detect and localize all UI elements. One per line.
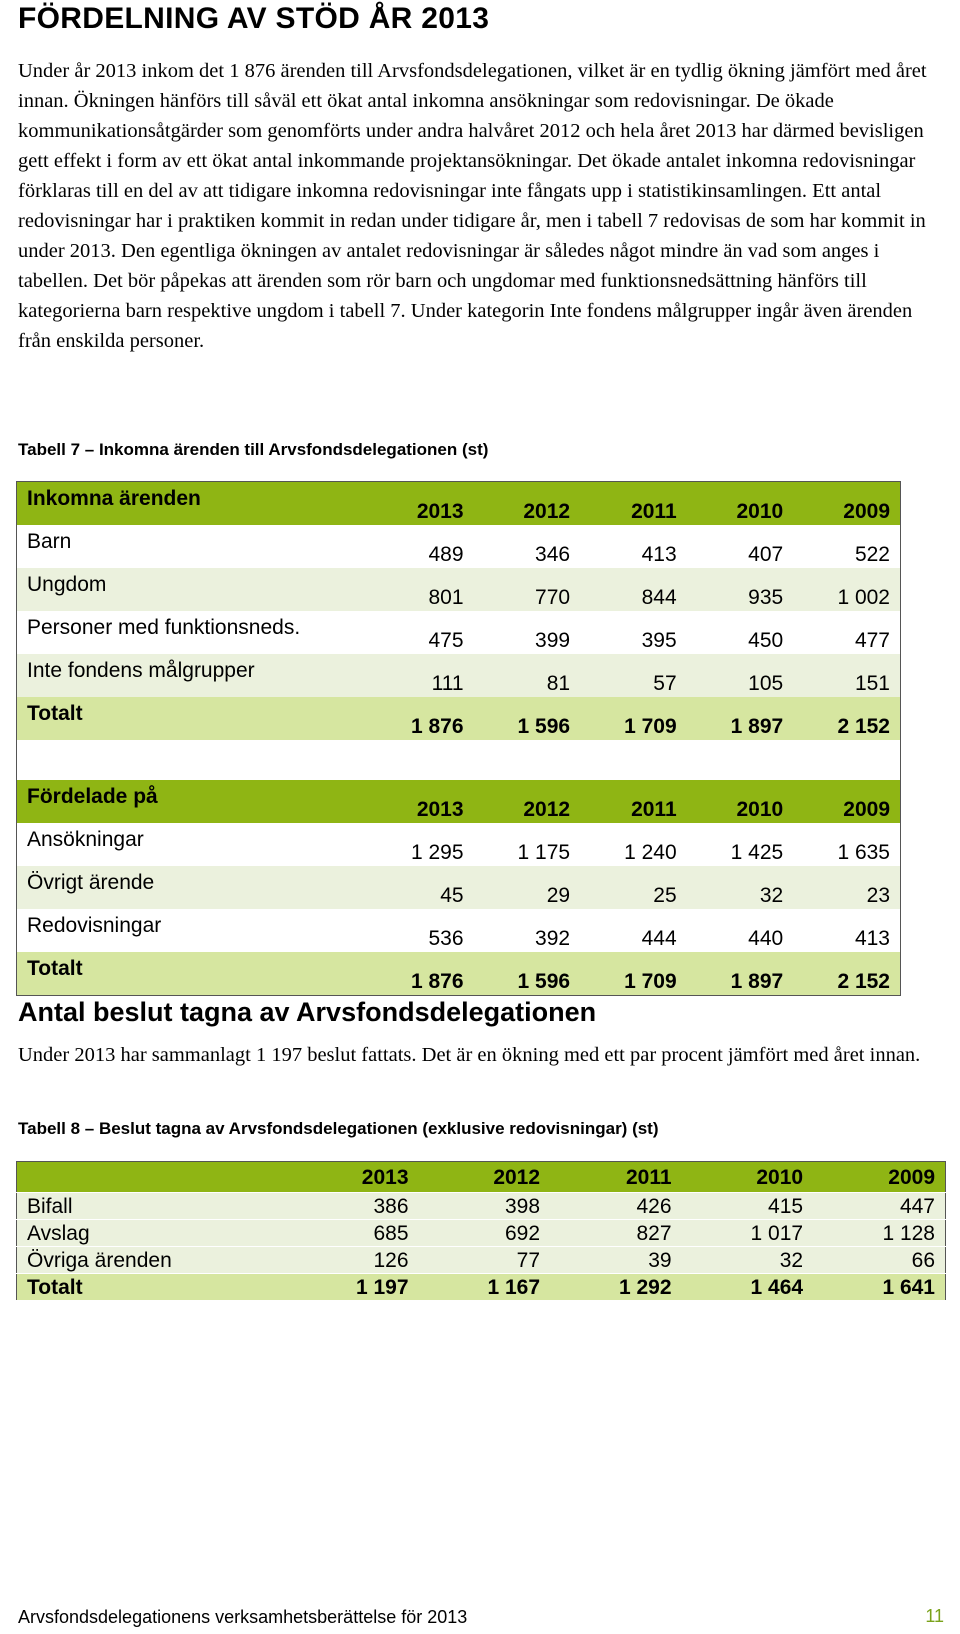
- row-label: Övrigt ärende: [17, 866, 368, 909]
- table7-year: 2013: [367, 780, 474, 823]
- cell-value: 1 128: [813, 1220, 945, 1247]
- row-label: Totalt: [17, 1274, 288, 1301]
- row-label: Ansökningar: [17, 823, 368, 866]
- table8: [16, 1161, 946, 1301]
- total-value: 1 596: [474, 697, 581, 740]
- cell-value: 25: [580, 866, 687, 909]
- table8-year: 2010: [682, 1162, 814, 1193]
- table-row: [17, 1220, 946, 1247]
- table-row: [17, 611, 901, 654]
- total-value: 1 641: [813, 1274, 945, 1301]
- table7-total-row: [17, 697, 901, 740]
- table-row: [17, 654, 901, 697]
- row-label: Bifall: [17, 1193, 288, 1220]
- total-value: 1 876: [367, 952, 474, 996]
- row-label: Redovisningar: [17, 909, 368, 952]
- cell-value: 685: [287, 1220, 419, 1247]
- cell-value: 1 002: [793, 568, 900, 611]
- cell-value: 935: [687, 568, 794, 611]
- cell-value: 413: [580, 525, 687, 568]
- cell-value: 415: [682, 1193, 814, 1220]
- table7-header-label: Fördelade på: [17, 780, 368, 823]
- table7-caption: Tabell 7 – Inkomna ärenden till Arvsfondsdelegationen (st): [18, 440, 489, 459]
- table7-year: 2009: [793, 780, 900, 823]
- table8-total-row: [17, 1274, 946, 1301]
- cell-value: 398: [419, 1193, 551, 1220]
- table8-caption: Tabell 8 – Beslut tagna av Arvsfondsdelegationen (exklusive redovisningar) (st): [18, 1119, 659, 1138]
- cell-value: 1 635: [793, 823, 900, 866]
- total-value: 1 709: [580, 697, 687, 740]
- spacer-row: [17, 740, 901, 780]
- cell-value: 426: [550, 1193, 682, 1220]
- table7-year: 2012: [474, 780, 581, 823]
- table7-header-row: [17, 780, 901, 823]
- cell-value: 444: [580, 909, 687, 952]
- cell-value: 801: [367, 568, 474, 611]
- cell-value: 151: [793, 654, 900, 697]
- table-row: [17, 525, 901, 568]
- total-value: 1 596: [474, 952, 581, 996]
- cell-value: 447: [813, 1193, 945, 1220]
- cell-value: 413: [793, 909, 900, 952]
- cell-value: 1 240: [580, 823, 687, 866]
- table8-year: 2009: [813, 1162, 945, 1193]
- total-value: 1 709: [580, 952, 687, 996]
- row-label: Totalt: [17, 952, 368, 996]
- cell-value: 1 425: [687, 823, 794, 866]
- cell-value: 522: [793, 525, 900, 568]
- cell-value: 105: [687, 654, 794, 697]
- cell-value: 111: [367, 654, 474, 697]
- table8-year: 2012: [419, 1162, 551, 1193]
- cell-value: 440: [687, 909, 794, 952]
- cell-value: 66: [813, 1247, 945, 1274]
- cell-value: 450: [687, 611, 794, 654]
- total-value: 1 292: [550, 1274, 682, 1301]
- total-value: 1 876: [367, 697, 474, 740]
- table-row: [17, 1247, 946, 1274]
- row-label: Övriga ärenden: [17, 1247, 288, 1274]
- cell-value: 770: [474, 568, 581, 611]
- cell-value: 395: [580, 611, 687, 654]
- table8-year: 2011: [550, 1162, 682, 1193]
- cell-value: 827: [550, 1220, 682, 1247]
- table8-header-row: [17, 1162, 946, 1193]
- row-label: Inte fondens målgrupper: [17, 654, 368, 697]
- total-value: 1 167: [419, 1274, 551, 1301]
- cell-value: 23: [793, 866, 900, 909]
- cell-value: 45: [367, 866, 474, 909]
- total-value: 1 897: [687, 697, 794, 740]
- cell-value: 386: [287, 1193, 419, 1220]
- cell-value: 692: [419, 1220, 551, 1247]
- cell-value: 39: [550, 1247, 682, 1274]
- cell-value: 477: [793, 611, 900, 654]
- row-label: Personer med funktionsneds.: [17, 611, 368, 654]
- table7-year: 2011: [580, 780, 687, 823]
- cell-value: 57: [580, 654, 687, 697]
- cell-value: 1 175: [474, 823, 581, 866]
- table7-total-row: [17, 952, 901, 996]
- cell-value: 77: [419, 1247, 551, 1274]
- table-row: [17, 568, 901, 611]
- table7-year: 2009: [793, 482, 900, 526]
- cell-value: 844: [580, 568, 687, 611]
- cell-value: 392: [474, 909, 581, 952]
- row-label: Totalt: [17, 697, 368, 740]
- table7-header-label: Inkomna ärenden: [17, 482, 368, 526]
- cell-value: 32: [687, 866, 794, 909]
- cell-value: 1 295: [367, 823, 474, 866]
- cell-value: 489: [367, 525, 474, 568]
- table8-header-label: [17, 1162, 288, 1193]
- cell-value: 536: [367, 909, 474, 952]
- table8-year: 2013: [287, 1162, 419, 1193]
- total-value: 2 152: [793, 952, 900, 996]
- row-label: Barn: [17, 525, 368, 568]
- table-row: [17, 1193, 946, 1220]
- table7: [16, 481, 901, 996]
- table7-year: 2010: [687, 780, 794, 823]
- table-row: [17, 866, 901, 909]
- total-value: 1 464: [682, 1274, 814, 1301]
- cell-value: 126: [287, 1247, 419, 1274]
- cell-value: 32: [682, 1247, 814, 1274]
- table-row: [17, 823, 901, 866]
- cell-value: 29: [474, 866, 581, 909]
- total-value: 1 197: [287, 1274, 419, 1301]
- total-value: 1 897: [687, 952, 794, 996]
- row-label: Avslag: [17, 1220, 288, 1247]
- cell-value: 407: [687, 525, 794, 568]
- table7-year: 2012: [474, 482, 581, 526]
- table7-year: 2013: [367, 482, 474, 526]
- total-value: 2 152: [793, 697, 900, 740]
- section-paragraph: Under 2013 har sammanlagt 1 197 beslut fattats. Det är en ökning med ett par procent jämfört med året innan.: [18, 1044, 921, 1066]
- cell-value: 475: [367, 611, 474, 654]
- intro-paragraph: Under år 2013 inkom det 1 876 ärenden till Arvsfondsdelegationen, vilket är en tydlig ökning jämfört med året innan. Ökningen hänförs till såväl ett ökat antal inkomna ansökningar som redovisningar. De ökade kommunikationsåtgärder som genomförts under andra halvåret 2012 och hela året 2013 har därmed bevisligen gett effekt i form av ett ökat antal inkommande projektansökningar. Det ökade antalet inkomna redovisningar förklaras till en del av att tidigare inkomna redovisningar inte fångats upp i statistikinsamlingen. Ett antal redovisningar har i praktiken kommit in redan under tidigare år, men i tabell 7 redovisas de som har kommit in under 2013. Den egentliga ökningen av antalet redovisningar är således något mindre än vad som anges i tabellen. Det bör påpekas att ärenden som rör barn och ungdomar med funktionsnedsättning hänförs till kategorierna barn respektive ungdom i tabell 7. Under kategorin Inte fondens målgrupper ingår även ärenden från enskilda personer.: [18, 60, 927, 352]
- cell-value: 399: [474, 611, 581, 654]
- cell-value: 1 017: [682, 1220, 814, 1247]
- table-row: [17, 909, 901, 952]
- cell-value: 81: [474, 654, 581, 697]
- table7-year: 2011: [580, 482, 687, 526]
- row-label: Ungdom: [17, 568, 368, 611]
- page-title: FÖRDELNING AV STÖD ÅR 2013: [18, 2, 490, 35]
- footer-text: Arvsfondsdelegationens verksamhetsberättelse för 2013: [18, 1607, 468, 1627]
- cell-value: 346: [474, 525, 581, 568]
- section-heading: Antal beslut tagna av Arvsfondsdelegationen: [18, 997, 597, 1027]
- page-number: 11: [925, 1606, 944, 1626]
- table7-header-row: [17, 482, 901, 526]
- table7-year: 2010: [687, 482, 794, 526]
